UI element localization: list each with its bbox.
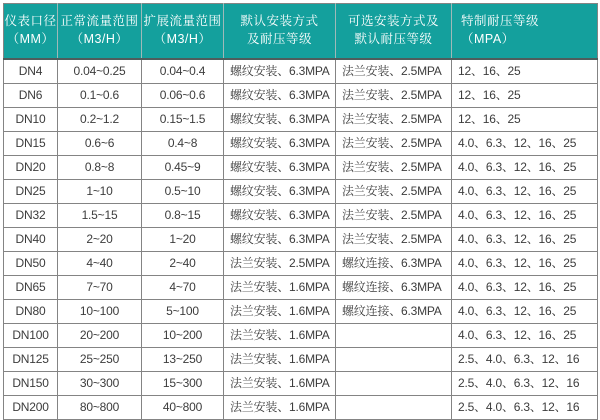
spec-table-header xyxy=(4,4,598,60)
table-cell: 4.0、6.3、12、16、25 xyxy=(452,300,598,324)
table-cell: 2~20 xyxy=(58,228,142,252)
table-cell: DN40 xyxy=(4,228,58,252)
table-cell: 法兰安装、2.5MPA xyxy=(336,132,452,156)
header-line: （MPA） xyxy=(461,32,515,46)
table-row xyxy=(4,396,598,420)
table-cell: 螺纹安装、6.3MPA xyxy=(224,204,336,228)
table-row xyxy=(4,300,598,324)
header-row xyxy=(4,4,598,60)
header-line: 默认安装方式 xyxy=(240,14,319,28)
table-cell: 4.0、6.3、12、16、25 xyxy=(452,180,598,204)
table-cell: 12、16、25 xyxy=(452,84,598,108)
table-row xyxy=(4,252,598,276)
table-cell: 12、16、25 xyxy=(452,59,598,84)
table-cell: 0.8~8 xyxy=(58,156,142,180)
table-cell: 法兰安装、2.5MPA xyxy=(336,59,452,84)
table-cell: DN10 xyxy=(4,108,58,132)
table-cell: DN80 xyxy=(4,300,58,324)
table-cell: 4.0、6.3、12、16、25 xyxy=(452,132,598,156)
table-cell: 2~40 xyxy=(142,252,224,276)
table-cell: 80~800 xyxy=(58,396,142,420)
header-line: 仪表口径 xyxy=(4,14,57,28)
table-cell: 法兰安装、2.5MPA xyxy=(336,108,452,132)
table-cell: 10~200 xyxy=(142,324,224,348)
table-cell: 0.15~1.5 xyxy=(142,108,224,132)
table-cell: 螺纹安装、6.3MPA xyxy=(224,84,336,108)
table-cell: 法兰安装、1.6MPA xyxy=(224,348,336,372)
table-cell: 1~10 xyxy=(58,180,142,204)
header-cell-optional-install xyxy=(336,4,452,60)
table-cell: 法兰安装、1.6MPA xyxy=(224,300,336,324)
table-cell: DN20 xyxy=(4,156,58,180)
table-cell: DN150 xyxy=(4,372,58,396)
table-row xyxy=(4,59,598,84)
table-cell: 2.5、4.0、6.3、12、16 xyxy=(452,396,598,420)
table-cell: 4.0、6.3、12、16、25 xyxy=(452,204,598,228)
table-cell: 4.0、6.3、12、16、25 xyxy=(452,276,598,300)
table-cell: 1~20 xyxy=(142,228,224,252)
table-cell: 0.1~0.6 xyxy=(58,84,142,108)
table-row xyxy=(4,204,598,228)
table-cell: 法兰安装、1.6MPA xyxy=(224,276,336,300)
table-row xyxy=(4,84,598,108)
table-cell: DN50 xyxy=(4,252,58,276)
table-cell: 25~250 xyxy=(58,348,142,372)
header-cell-default-install xyxy=(224,4,336,60)
table-row xyxy=(4,228,598,252)
table-cell: DN100 xyxy=(4,324,58,348)
table-cell: 0.8~15 xyxy=(142,204,224,228)
table-cell: 法兰安装、1.6MPA xyxy=(224,372,336,396)
table-row xyxy=(4,156,598,180)
header-line: （MM） xyxy=(6,32,55,46)
table-cell xyxy=(336,396,452,420)
header-cell-extended-flow xyxy=(142,4,224,60)
table-cell: 法兰安装、2.5MPA xyxy=(336,156,452,180)
table-cell: 法兰安装、1.6MPA xyxy=(224,396,336,420)
table-cell: 40~800 xyxy=(142,396,224,420)
table-cell xyxy=(336,372,452,396)
header-cell-normal-flow xyxy=(58,4,142,60)
table-cell: 螺纹安装、6.3MPA xyxy=(224,228,336,252)
table-cell: 螺纹安装、6.3MPA xyxy=(224,132,336,156)
table-cell: DN200 xyxy=(4,396,58,420)
table-cell: 法兰安装、2.5MPA xyxy=(336,204,452,228)
header-cell-diameter xyxy=(4,4,58,60)
table-cell: 螺纹连接、6.3MPA xyxy=(336,276,452,300)
table-cell: 螺纹安装、6.3MPA xyxy=(224,108,336,132)
table-cell: 10~100 xyxy=(58,300,142,324)
table-cell: 0.6~6 xyxy=(58,132,142,156)
table-cell: 螺纹连接、6.3MPA xyxy=(336,300,452,324)
header-cell-special-pressure xyxy=(452,4,598,60)
table-cell: DN125 xyxy=(4,348,58,372)
table-cell: 螺纹安装、6.3MPA xyxy=(224,59,336,84)
table-cell: 12、16、25 xyxy=(452,108,598,132)
table-cell xyxy=(336,324,452,348)
table-cell: 0.45~9 xyxy=(142,156,224,180)
table-cell: 螺纹连接、6.3MPA xyxy=(336,252,452,276)
table-cell: 2.5、4.0、6.3、12、16 xyxy=(452,348,598,372)
table-cell: 4~40 xyxy=(58,252,142,276)
table-row xyxy=(4,348,598,372)
table-cell: 4~70 xyxy=(142,276,224,300)
table-cell: 螺纹安装、6.3MPA xyxy=(224,180,336,204)
header-line: 默认耐压等级 xyxy=(354,32,433,46)
table-cell: DN6 xyxy=(4,84,58,108)
table-cell: 0.4~8 xyxy=(142,132,224,156)
table-cell: 法兰安装、2.5MPA xyxy=(336,228,452,252)
table-cell: 4.0、6.3、12、16、25 xyxy=(452,252,598,276)
table-cell: 0.04~0.25 xyxy=(58,59,142,84)
header-line: （M3/H） xyxy=(70,32,129,46)
table-cell: 0.04~0.4 xyxy=(142,59,224,84)
table-cell: 法兰安装、2.5MPA xyxy=(224,252,336,276)
spec-table-body xyxy=(4,59,598,420)
table-cell: DN4 xyxy=(4,59,58,84)
table-row xyxy=(4,372,598,396)
header-line: 及耐压等级 xyxy=(246,32,312,46)
table-cell: 20~200 xyxy=(58,324,142,348)
header-line: 扩展流量范围 xyxy=(143,14,222,28)
table-cell: 0.06~0.6 xyxy=(142,84,224,108)
table-cell: 2.5、4.0、6.3、12、16 xyxy=(452,372,598,396)
table-cell: DN65 xyxy=(4,276,58,300)
table-cell: 30~300 xyxy=(58,372,142,396)
table-cell: 法兰安装、2.5MPA xyxy=(336,180,452,204)
table-cell: 1.5~15 xyxy=(58,204,142,228)
header-line: （M3/H） xyxy=(153,32,212,46)
header-line: 正常流量范围 xyxy=(60,14,139,28)
table-row xyxy=(4,276,598,300)
header-line: 可选安装方式及 xyxy=(347,14,439,28)
header-line: 特制耐压等级 xyxy=(461,14,540,28)
table-cell: 0.2~1.2 xyxy=(58,108,142,132)
table-cell: 法兰安装、1.6MPA xyxy=(224,324,336,348)
table-cell: 螺纹安装、6.3MPA xyxy=(224,156,336,180)
table-row xyxy=(4,108,598,132)
table-cell xyxy=(336,348,452,372)
table-cell: 4.0、6.3、12、16、25 xyxy=(452,228,598,252)
table-row xyxy=(4,180,598,204)
table-row xyxy=(4,324,598,348)
table-cell: 4.0、6.3、12、16、25 xyxy=(452,156,598,180)
table-cell: 7~70 xyxy=(58,276,142,300)
table-row xyxy=(4,132,598,156)
table-cell: 4.0、6.3、12、16、25 xyxy=(452,324,598,348)
table-cell: 15~300 xyxy=(142,372,224,396)
table-cell: 13~250 xyxy=(142,348,224,372)
table-cell: DN32 xyxy=(4,204,58,228)
table-cell: 5~100 xyxy=(142,300,224,324)
table-cell: 0.5~10 xyxy=(142,180,224,204)
table-cell: DN15 xyxy=(4,132,58,156)
table-cell: DN25 xyxy=(4,180,58,204)
flow-meter-spec-table xyxy=(3,3,598,420)
table-cell: 法兰安装、2.5MPA xyxy=(336,84,452,108)
